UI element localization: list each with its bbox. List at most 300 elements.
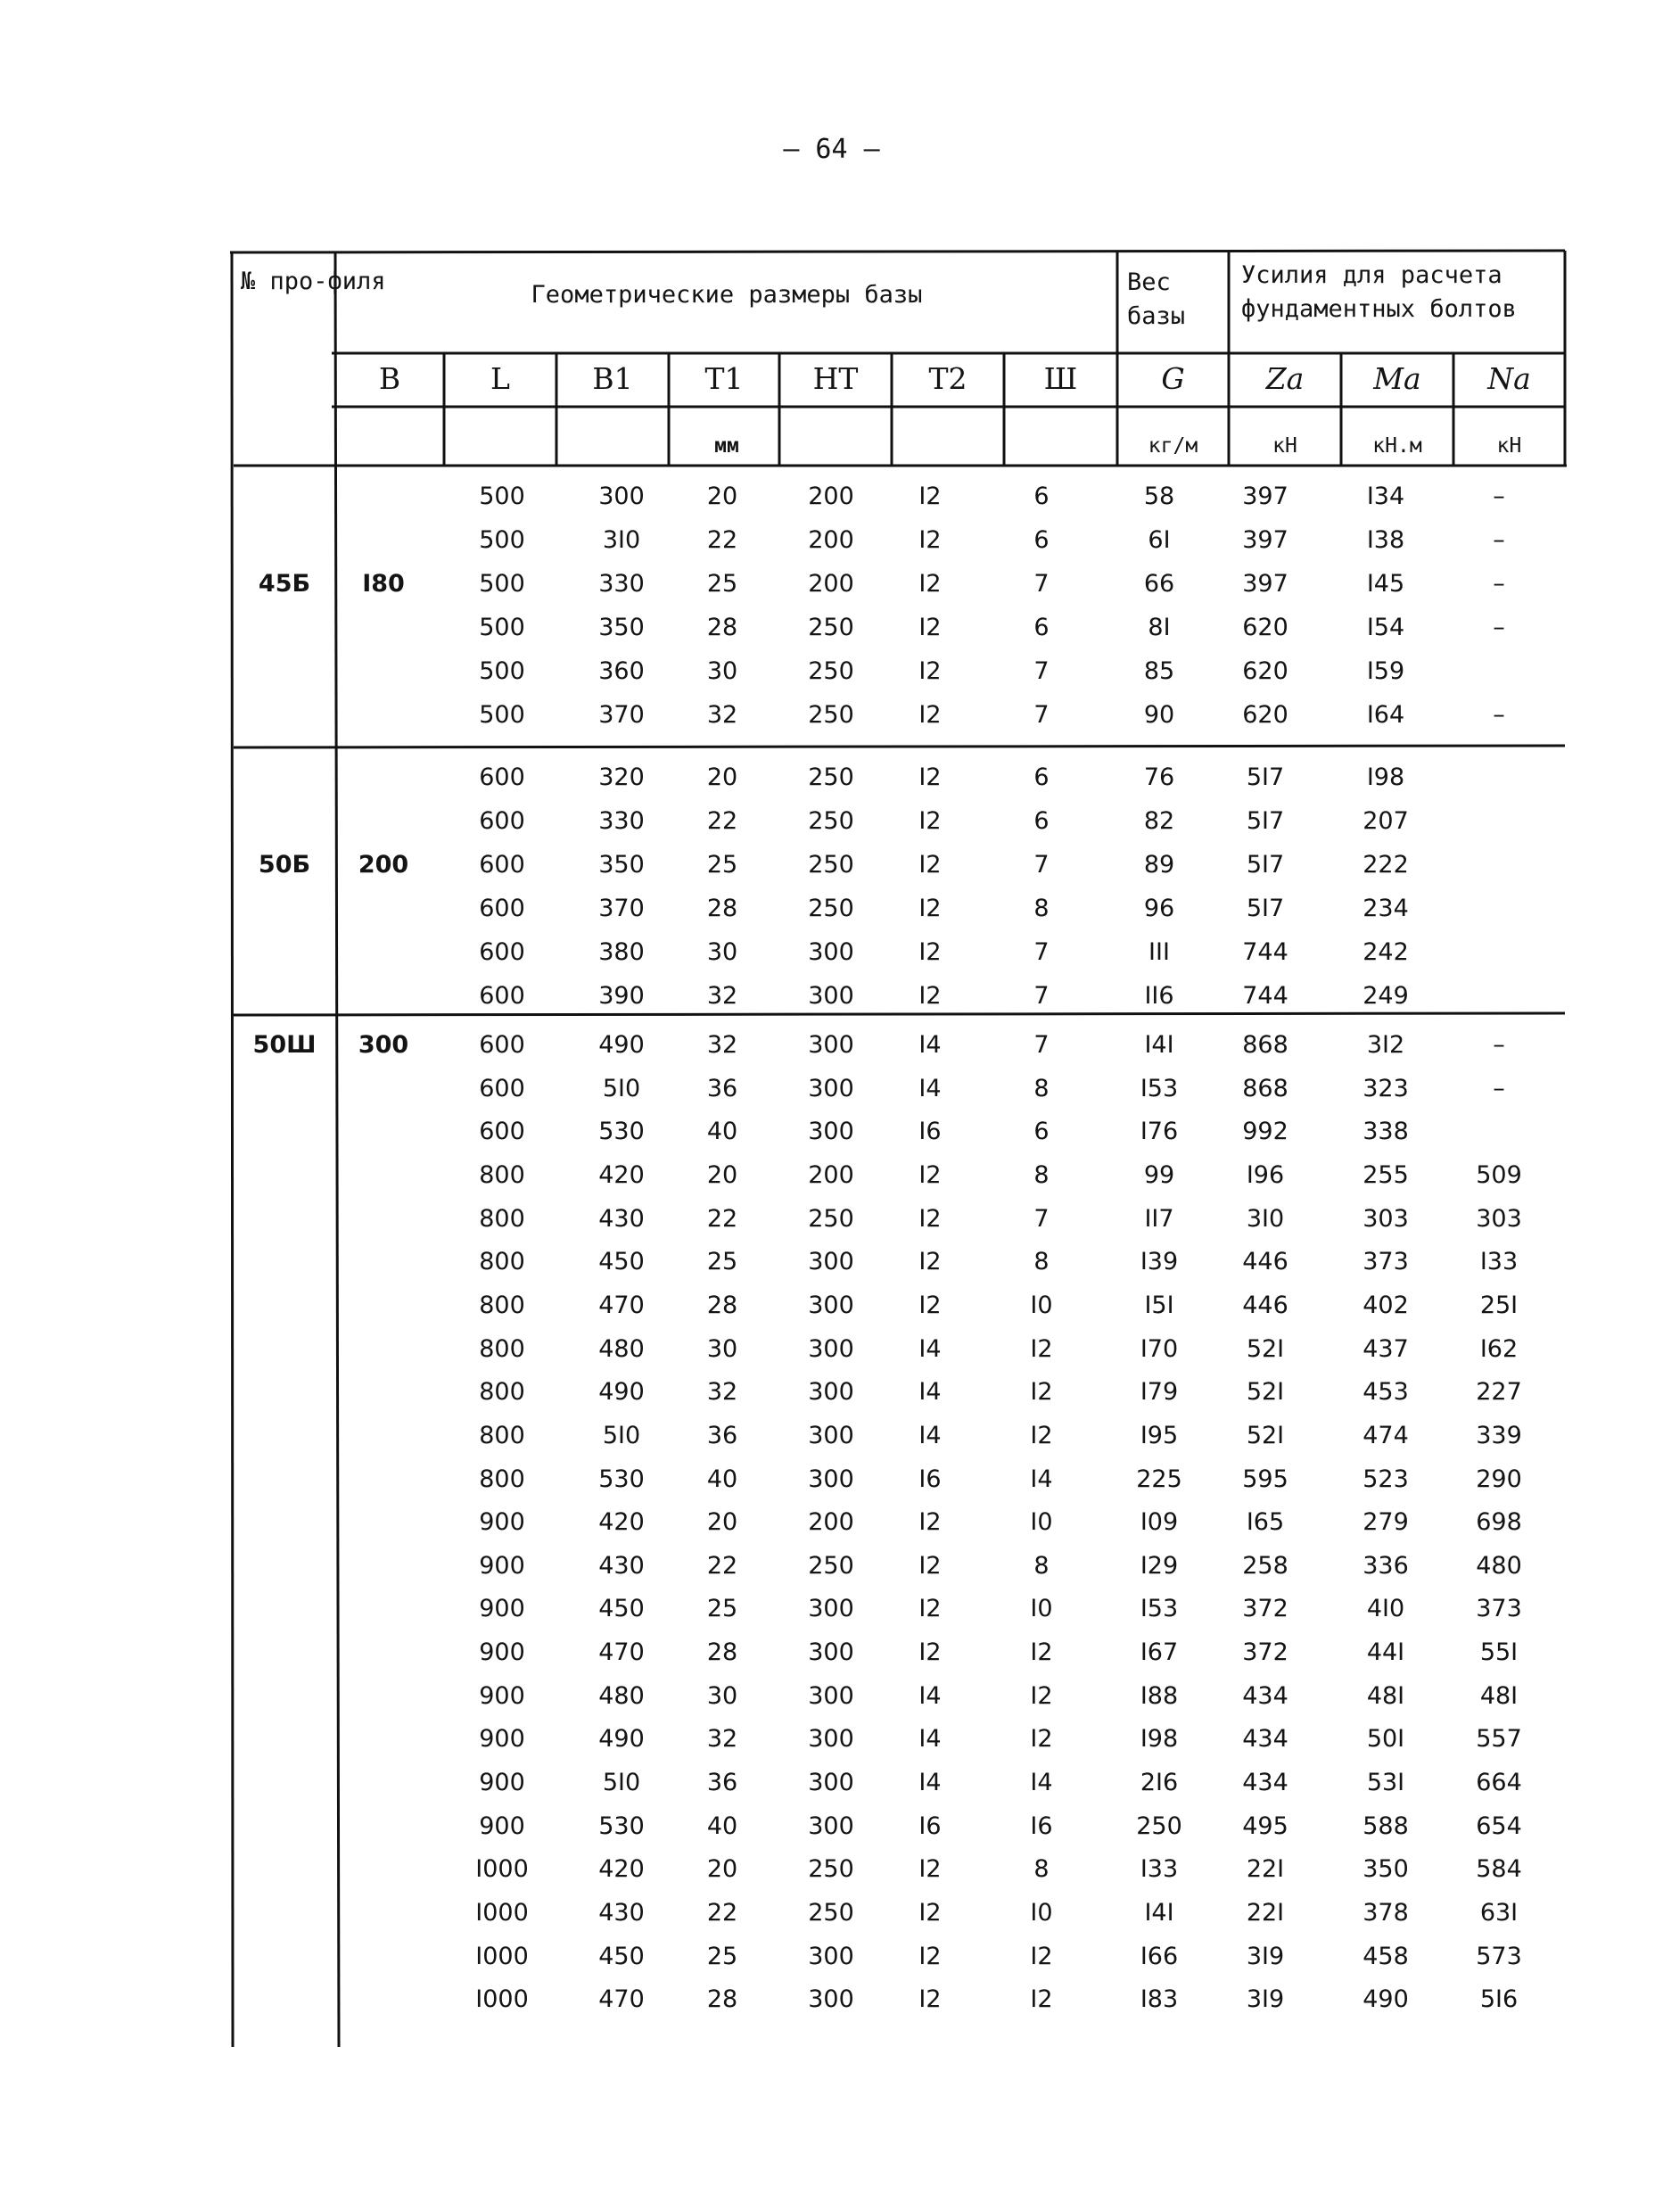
cell-za: 992: [1242, 1118, 1288, 1146]
cell-ht: 300: [808, 1681, 854, 1710]
cell-sh: 6: [1033, 807, 1050, 835]
cell-b1: 390: [598, 982, 645, 1010]
cell-l: I000: [475, 1985, 529, 2014]
cell-t2: I4: [918, 1769, 942, 1797]
cell-sh: I4: [1030, 1769, 1053, 1797]
cell-sh: I2: [1030, 1725, 1053, 1754]
cell-ma: 588: [1363, 1812, 1409, 1840]
cell-g: I70: [1140, 1334, 1179, 1363]
b-value: 300: [358, 1031, 409, 1059]
cell-t2: I4: [918, 1681, 942, 1710]
cell-ht: 300: [808, 1074, 854, 1102]
cell-na: 339: [1476, 1421, 1522, 1449]
cell-ma: 48I: [1366, 1681, 1405, 1710]
symbol-ht: HT: [812, 361, 859, 396]
cell-t1: 28: [706, 614, 738, 641]
cell-t2: I2: [918, 1855, 942, 1884]
cell-na: 664: [1476, 1769, 1522, 1797]
cell-za: 372: [1242, 1595, 1288, 1623]
page-number: – 64 –: [783, 134, 880, 165]
cell-t1: 20: [706, 483, 738, 510]
cell-l: I000: [475, 1899, 529, 1927]
header-weight: Вес базы: [1127, 268, 1186, 330]
cell-sh: 8: [1033, 1551, 1050, 1580]
cell-sh: I6: [1030, 1812, 1053, 1840]
cell-na: 25I: [1479, 1291, 1519, 1319]
cell-sh: I0: [1030, 1291, 1053, 1319]
cell-sh: I2: [1030, 1985, 1053, 2014]
cell-sh: 8: [1033, 1855, 1050, 1884]
cell-za: 620: [1242, 614, 1288, 641]
cell-t2: I2: [918, 1248, 942, 1276]
cell-za: 620: [1242, 701, 1288, 729]
symbol-ma: Mа: [1373, 361, 1421, 396]
cell-b1: 370: [598, 701, 645, 729]
cell-na: 509: [1476, 1160, 1522, 1189]
cell-g: 96: [1143, 895, 1175, 922]
cell-b1: 480: [598, 1334, 645, 1363]
cell-ht: 200: [808, 483, 854, 510]
cell-g: I4I: [1144, 1031, 1174, 1059]
cell-l: 500: [479, 570, 525, 598]
cell-t2: I6: [918, 1465, 942, 1493]
cell-t2: I2: [918, 982, 942, 1010]
symbol-sh: Ш: [1043, 361, 1078, 396]
cell-t2: I4: [918, 1074, 942, 1102]
cell-g: 90: [1143, 701, 1175, 729]
cell-t2: I2: [918, 807, 942, 835]
cell-ma: I45: [1366, 570, 1405, 598]
cell-g: 8I: [1148, 614, 1171, 641]
b-value: 200: [358, 851, 409, 879]
cell-t2: I2: [918, 1160, 942, 1189]
cell-na: –: [1493, 570, 1505, 598]
cell-ht: 300: [808, 1942, 854, 1970]
cell-t1: 28: [706, 1985, 738, 2014]
cell-t2: I2: [918, 483, 942, 510]
cell-l: 900: [479, 1508, 525, 1537]
cell-ma: I34: [1366, 483, 1405, 510]
cell-za: 3I9: [1246, 1942, 1285, 1970]
cell-ht: 300: [808, 1769, 854, 1797]
cell-t1: 25: [706, 1595, 738, 1623]
cell-sh: 7: [1033, 982, 1050, 1010]
cell-l: 500: [479, 657, 525, 685]
cell-ma: 453: [1363, 1378, 1409, 1407]
cell-sh: 8: [1033, 895, 1050, 922]
cell-ma: 303: [1363, 1204, 1409, 1233]
cell-za: I65: [1246, 1508, 1285, 1537]
cell-t1: 36: [706, 1074, 738, 1102]
unit-m: кН.м: [1372, 434, 1422, 458]
cell-za: 434: [1242, 1725, 1288, 1754]
cell-ht: 250: [808, 807, 854, 835]
cell-l: I000: [475, 1942, 529, 1970]
cell-ma: 3I2: [1366, 1031, 1405, 1059]
cell-sh: 6: [1033, 1118, 1050, 1146]
cell-t2: I2: [918, 1638, 942, 1667]
cell-sh: 7: [1033, 657, 1050, 685]
cell-ht: 250: [808, 763, 854, 791]
symbol-b: B: [378, 361, 401, 396]
cell-ma: 323: [1363, 1074, 1409, 1102]
cell-b1: 450: [598, 1248, 645, 1276]
cell-t1: 25: [706, 570, 738, 598]
cell-b1: 420: [598, 1160, 645, 1189]
cell-sh: 8: [1033, 1074, 1050, 1102]
symbol-t2: T2: [928, 361, 967, 396]
cell-za: 868: [1242, 1031, 1288, 1059]
cell-sh: 7: [1033, 570, 1050, 598]
cell-ma: I54: [1366, 614, 1405, 641]
cell-na: 698: [1476, 1508, 1522, 1537]
cell-na: 5I6: [1479, 1985, 1519, 2014]
cell-t1: 32: [706, 1378, 738, 1407]
cell-l: 500: [479, 526, 525, 554]
cell-ma: 523: [1363, 1465, 1409, 1493]
cell-ht: 300: [808, 1031, 854, 1059]
cell-l: 900: [479, 1551, 525, 1580]
cell-b1: 430: [598, 1204, 645, 1233]
cell-t1: 28: [706, 1291, 738, 1319]
cell-b1: 330: [598, 807, 645, 835]
cell-t2: I2: [918, 1204, 942, 1233]
cell-l: 500: [479, 614, 525, 641]
cell-t1: 30: [706, 657, 738, 685]
cell-g: 250: [1136, 1812, 1182, 1840]
cell-za: 397: [1242, 526, 1288, 554]
cell-ht: 200: [808, 570, 854, 598]
cell-g: I98: [1140, 1725, 1179, 1754]
cell-za: 744: [1242, 982, 1288, 1010]
cell-sh: 7: [1033, 851, 1050, 879]
unit-geometry: мм: [714, 434, 739, 458]
cell-b1: 420: [598, 1508, 645, 1537]
cell-na: –: [1493, 614, 1505, 641]
cell-ma: 50I: [1366, 1725, 1405, 1754]
cell-ma: 336: [1363, 1551, 1409, 1580]
profile-label: 50Б: [258, 851, 311, 879]
cell-t2: I2: [918, 1595, 942, 1623]
cell-sh: 6: [1033, 763, 1050, 791]
cell-g: I95: [1140, 1421, 1179, 1449]
cell-t2: I2: [918, 657, 942, 685]
profile-label: 45Б: [258, 570, 311, 598]
cell-g: 85: [1143, 657, 1175, 685]
cell-t1: 20: [706, 1508, 738, 1537]
symbol-t1: T1: [704, 361, 744, 396]
cell-ht: 300: [808, 1985, 854, 2014]
header-geometry: Геометрические размеры базы: [531, 281, 923, 309]
cell-sh: I2: [1030, 1942, 1053, 1970]
cell-b1: 490: [598, 1378, 645, 1407]
cell-za: 397: [1242, 570, 1288, 598]
symbol-za: Zа: [1265, 361, 1305, 396]
cell-l: 800: [479, 1160, 525, 1189]
cell-b1: 430: [598, 1899, 645, 1927]
cell-ma: 378: [1363, 1899, 1409, 1927]
cell-l: 600: [479, 1074, 525, 1102]
cell-g: I09: [1140, 1508, 1179, 1537]
cell-ht: 300: [808, 1378, 854, 1407]
cell-na: 48I: [1479, 1681, 1519, 1710]
cell-za: 5I7: [1246, 807, 1285, 835]
cell-g: 2I6: [1140, 1769, 1179, 1797]
cell-l: 900: [479, 1595, 525, 1623]
cell-za: 434: [1242, 1769, 1288, 1797]
cell-t2: I2: [918, 1942, 942, 1970]
cell-ma: 242: [1363, 938, 1409, 966]
cell-t1: 32: [706, 701, 738, 729]
cell-t1: 30: [706, 1334, 738, 1363]
cell-sh: I2: [1030, 1638, 1053, 1667]
cell-za: 22I: [1246, 1899, 1285, 1927]
cell-za: 5I7: [1246, 895, 1285, 922]
cell-ma: 458: [1363, 1942, 1409, 1970]
cell-za: 52I: [1246, 1334, 1285, 1363]
cell-za: 446: [1242, 1248, 1288, 1276]
cell-g: II7: [1144, 1204, 1174, 1233]
cell-ht: 300: [808, 1465, 854, 1493]
cell-ma: 373: [1363, 1248, 1409, 1276]
cell-t1: 22: [706, 1551, 738, 1580]
cell-b1: 300: [598, 483, 645, 510]
symbol-g: G: [1161, 361, 1185, 396]
cell-b1: 350: [598, 614, 645, 641]
cell-na: –: [1493, 526, 1505, 554]
cell-na: 557: [1476, 1725, 1522, 1754]
cell-sh: 8: [1033, 1248, 1050, 1276]
cell-sh: 7: [1033, 1204, 1050, 1233]
cell-g: 99: [1143, 1160, 1175, 1189]
cell-ht: 300: [808, 1118, 854, 1146]
cell-t1: 30: [706, 938, 738, 966]
cell-ma: 338: [1363, 1118, 1409, 1146]
cell-g: I79: [1140, 1378, 1179, 1407]
cell-t2: I4: [918, 1031, 942, 1059]
cell-ht: 300: [808, 1725, 854, 1754]
cell-b1: 470: [598, 1985, 645, 2014]
cell-na: –: [1493, 1031, 1505, 1059]
cell-ht: 200: [808, 1160, 854, 1189]
cell-l: 600: [479, 982, 525, 1010]
cell-b1: 490: [598, 1725, 645, 1754]
cell-t1: 36: [706, 1769, 738, 1797]
cell-g: 58: [1143, 483, 1175, 510]
cell-na: 55I: [1479, 1638, 1519, 1667]
cell-t1: 22: [706, 807, 738, 835]
cell-ma: 234: [1363, 895, 1409, 922]
cell-sh: I0: [1030, 1508, 1053, 1537]
cell-t2: I4: [918, 1334, 942, 1363]
cell-ma: I59: [1366, 657, 1405, 685]
cell-g: I53: [1140, 1074, 1179, 1102]
cell-ma: 249: [1363, 982, 1409, 1010]
cell-l: 900: [479, 1725, 525, 1754]
cell-t2: I2: [918, 570, 942, 598]
header-forces: Усилия для расчета фундаментных болтов: [1241, 261, 1517, 323]
cell-ma: 437: [1363, 1334, 1409, 1363]
cell-g: 82: [1143, 807, 1175, 835]
cell-t2: I6: [918, 1812, 942, 1840]
cell-g: II6: [1144, 982, 1174, 1010]
cell-ma: 279: [1363, 1508, 1409, 1537]
symbol-b1: B1: [592, 361, 633, 396]
cell-ht: 300: [808, 1812, 854, 1840]
cell-na: 584: [1476, 1855, 1522, 1884]
cell-t2: I2: [918, 1551, 942, 1580]
cell-t1: 25: [706, 1248, 738, 1276]
symbol-na: Nа: [1487, 361, 1531, 396]
cell-t2: I2: [918, 614, 942, 641]
cell-t2: I2: [918, 938, 942, 966]
cell-na: 290: [1476, 1465, 1522, 1493]
cell-sh: I0: [1030, 1595, 1053, 1623]
cell-ht: 250: [808, 895, 854, 922]
cell-g: 76: [1143, 763, 1175, 791]
cell-g: 6I: [1148, 526, 1171, 554]
cell-b1: 350: [598, 851, 645, 879]
cell-t1: 20: [706, 763, 738, 791]
cell-ma: I98: [1366, 763, 1405, 791]
cell-l: 600: [479, 851, 525, 879]
cell-t2: I2: [918, 526, 942, 554]
cell-za: 495: [1242, 1812, 1288, 1840]
cell-ht: 250: [808, 1899, 854, 1927]
cell-sh: 6: [1033, 483, 1050, 510]
cell-l: 800: [479, 1421, 525, 1449]
cell-t2: I2: [918, 763, 942, 791]
cell-za: I96: [1246, 1160, 1285, 1189]
cell-g: I88: [1140, 1681, 1179, 1710]
cell-za: 52I: [1246, 1421, 1285, 1449]
cell-na: –: [1493, 701, 1505, 729]
cell-sh: 6: [1033, 614, 1050, 641]
cell-na: 654: [1476, 1812, 1522, 1840]
cell-ht: 250: [808, 851, 854, 879]
cell-na: I33: [1479, 1248, 1519, 1276]
cell-t1: 30: [706, 1681, 738, 1710]
cell-l: 600: [479, 938, 525, 966]
cell-b1: 430: [598, 1551, 645, 1580]
cell-t1: 25: [706, 1942, 738, 1970]
cell-b1: 530: [598, 1118, 645, 1146]
cell-na: 573: [1476, 1942, 1522, 1970]
cell-na: 303: [1476, 1204, 1522, 1233]
cell-t1: 22: [706, 1899, 738, 1927]
cell-l: 900: [479, 1681, 525, 1710]
cell-b1: 380: [598, 938, 645, 966]
cell-na: 480: [1476, 1551, 1522, 1580]
cell-g: I76: [1140, 1118, 1179, 1146]
cell-ma: 44I: [1366, 1638, 1405, 1667]
cell-t2: I6: [918, 1118, 942, 1146]
cell-l: 900: [479, 1638, 525, 1667]
cell-sh: I2: [1030, 1681, 1053, 1710]
cell-l: 600: [479, 1118, 525, 1146]
cell-b1: 5I0: [602, 1074, 641, 1102]
cell-t1: 32: [706, 982, 738, 1010]
cell-ma: 402: [1363, 1291, 1409, 1319]
cell-za: 5I7: [1246, 763, 1285, 791]
cell-ht: 200: [808, 1508, 854, 1537]
cell-l: 900: [479, 1812, 525, 1840]
symbol-l: L: [490, 361, 510, 396]
cell-za: 5I7: [1246, 851, 1285, 879]
cell-t1: 20: [706, 1160, 738, 1189]
cell-ht: 250: [808, 701, 854, 729]
cell-ht: 200: [808, 526, 854, 554]
cell-t1: 20: [706, 1855, 738, 1884]
cell-t2: I4: [918, 1378, 942, 1407]
cell-b1: 320: [598, 763, 645, 791]
cell-l: 800: [479, 1334, 525, 1363]
cell-za: 52I: [1246, 1378, 1285, 1407]
cell-sh: 7: [1033, 938, 1050, 966]
cell-ma: I38: [1366, 526, 1405, 554]
cell-b1: 530: [598, 1812, 645, 1840]
cell-t1: 28: [706, 895, 738, 922]
cell-l: 800: [479, 1204, 525, 1233]
cell-b1: 530: [598, 1465, 645, 1493]
cell-ht: 250: [808, 1204, 854, 1233]
cell-t2: I2: [918, 701, 942, 729]
cell-t1: 25: [706, 851, 738, 879]
cell-ma: 474: [1363, 1421, 1409, 1449]
cell-b1: 3I0: [602, 526, 641, 554]
cell-za: 868: [1242, 1074, 1288, 1102]
cell-t1: 22: [706, 1204, 738, 1233]
cell-b1: 470: [598, 1291, 645, 1319]
cell-l: 500: [479, 701, 525, 729]
cell-ht: 300: [808, 1291, 854, 1319]
cell-g: I4I: [1144, 1899, 1174, 1927]
cell-ma: 207: [1363, 807, 1409, 835]
cell-t1: 40: [706, 1812, 738, 1840]
cell-b1: 470: [598, 1638, 645, 1667]
cell-t2: I2: [918, 1899, 942, 1927]
cell-ma: 490: [1363, 1985, 1409, 2014]
b-value: I80: [362, 570, 405, 598]
cell-g: I83: [1140, 1985, 1179, 2014]
cell-ht: 300: [808, 938, 854, 966]
cell-t1: 28: [706, 1638, 738, 1667]
cell-ht: 300: [808, 1638, 854, 1667]
cell-l: I000: [475, 1855, 529, 1884]
cell-ma: 4I0: [1366, 1595, 1405, 1623]
cell-g: 89: [1143, 851, 1175, 879]
cell-za: 3I9: [1246, 1985, 1285, 2014]
cell-g: III: [1148, 938, 1170, 966]
cell-b1: 420: [598, 1855, 645, 1884]
cell-g: I33: [1140, 1855, 1179, 1884]
cell-t2: I4: [918, 1725, 942, 1754]
cell-ht: 300: [808, 1595, 854, 1623]
cell-za: 258: [1242, 1551, 1288, 1580]
cell-b1: 490: [598, 1031, 645, 1059]
cell-t2: I2: [918, 851, 942, 879]
cell-t1: 22: [706, 526, 738, 554]
unit-n: кН: [1496, 434, 1522, 458]
cell-sh: I2: [1030, 1421, 1053, 1449]
cell-t1: 32: [706, 1725, 738, 1754]
cell-l: 800: [479, 1465, 525, 1493]
cell-l: 600: [479, 763, 525, 791]
cell-za: 595: [1242, 1465, 1288, 1493]
cell-ht: 250: [808, 1551, 854, 1580]
unit-weight: кг/м: [1148, 434, 1198, 458]
cell-l: 800: [479, 1291, 525, 1319]
